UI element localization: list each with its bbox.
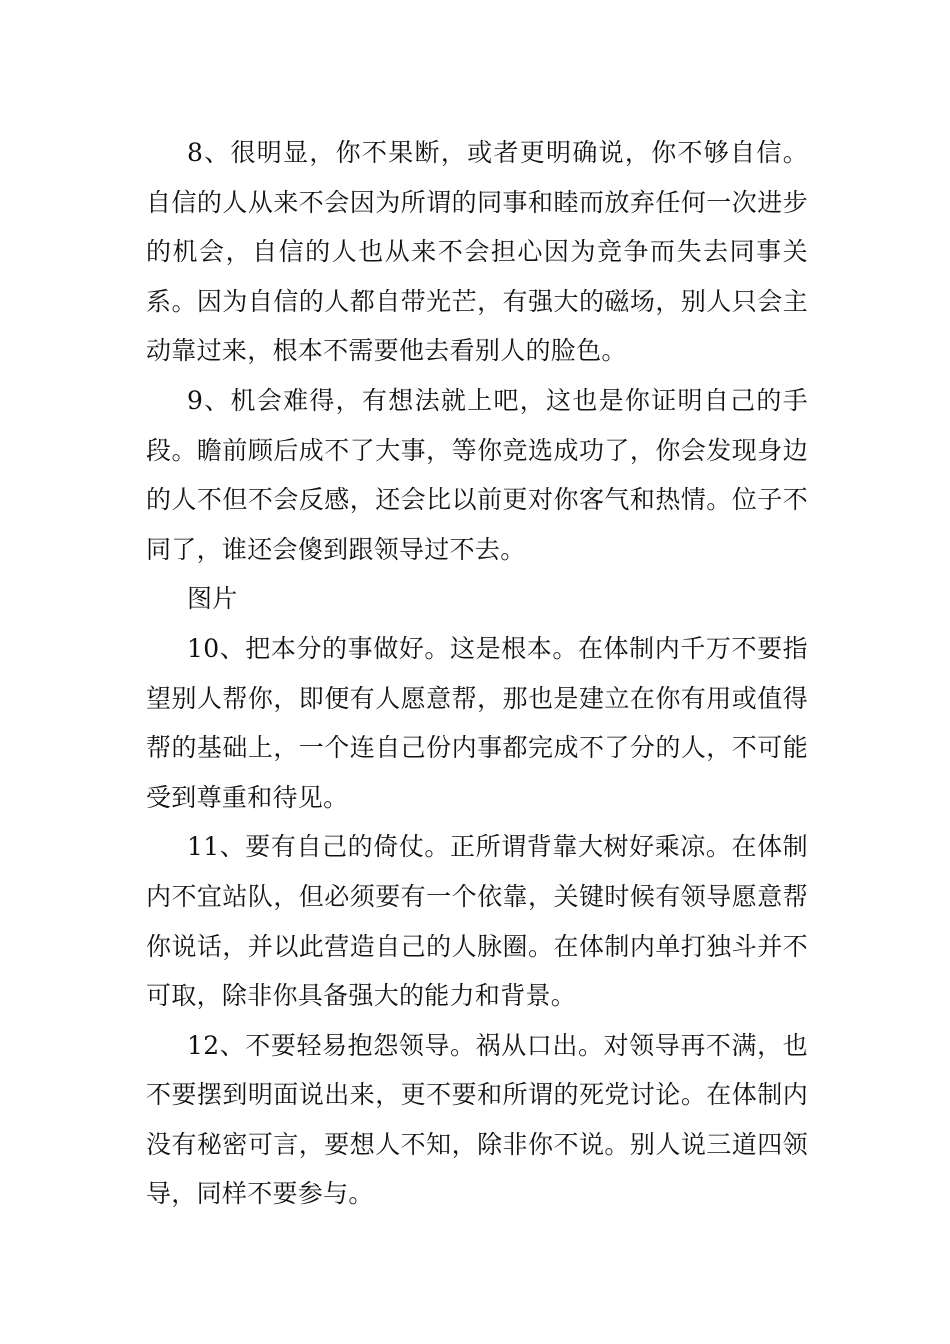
- paragraph-9: 9、机会难得，有想法就上吧，这也是你证明自己的手段。瞻前顾后成不了大事，等你竞选成功了，你会发现身边的人不但不会反感，还会比以前更对你客气和热情。位子不同了，谁还会傻到跟领导过不去。: [146, 385, 808, 564]
- paragraph-12: 12、不要轻易抱怨领导。祸从口出。对领导再不满，也不要摆到明面说出来，更不要和所谓的死党讨论。在体制内没有秘密可言，要想人不知，除非你不说。别人说三道四领导，同样不要参与。: [146, 1030, 808, 1209]
- paragraph-10: 10、把本分的事做好。这是根本。在体制内千万不要指望别人帮你，即便有人愿意帮，那也是建立在你有用或值得帮的基础上，一个连自己份内事都完成不了分的人，不可能受到尊重和待见。: [146, 633, 808, 812]
- paragraph-8: 8、很明显，你不果断，或者更明确说，你不够自信。自信的人从来不会因为所谓的同事和睦而放弃任何一次进步的机会，自信的人也从来不会担心因为竞争而失去同事关系。因为自信的人都自带光芒，有强大的磁场，别人只会主动靠过来，根本不需要他去看别人的脸色。: [146, 138, 808, 366]
- document-page: [146, 128, 808, 1219]
- paragraph-11: 11、要有自己的倚仗。正所谓背靠大树好乘凉。在体制内不宜站队，但必须要有一个依靠，关键时候有领导愿意帮你说话，并以此营造自己的人脉圈。在体制内单打独斗并不可取，除非你具备强大的能力和背景。: [146, 832, 808, 1011]
- image-placeholder-label: 图片: [187, 584, 238, 614]
